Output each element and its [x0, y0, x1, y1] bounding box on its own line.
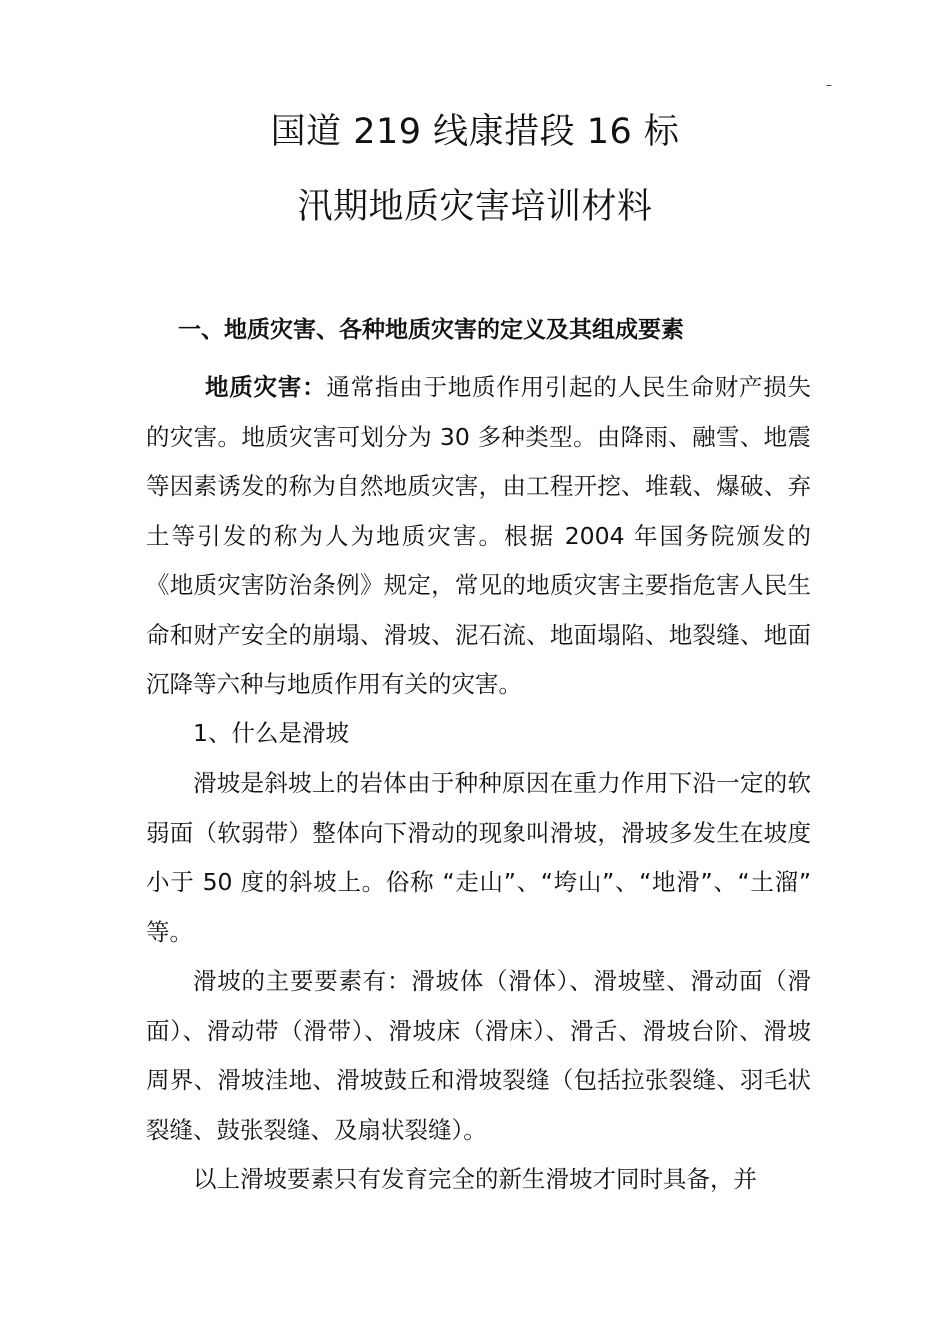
definition-text: 通常指由于地质作用引起的人民生命财产损失的灾害。地质灾害可划分为 30 多种类型。由降雨、融雪、地震等因素诱发的称为自然地质灾害，由工程开挖、堆载、爆破、弃土等引发的称为人为地质灾害。根据 2004 年国务院颁发的 《地质灾害防治条例》规定，常见的地质灾害主要指危害人民生命和财产安全的崩塌、滑坡、泥石流、地面塌陷、地裂缝、地面沉降等六种与地质作用有关的灾害。 [146, 373, 812, 698]
paragraph-continued: 以上滑坡要素只有发育完全的新生滑坡才同时具备，并 [193, 1165, 757, 1193]
paragraph-definition [146, 363, 811, 710]
corner-mark: – [826, 78, 832, 92]
document-title-line2: 汛期地质灾害培训材料 [297, 187, 653, 227]
paragraph-landslide-definition: 滑坡是斜坡上的岩体由于种种原因在重力作用下沿一定的软弱面（软弱带）整体向下滑动的现象叫滑坡，滑坡多发生在坡度小于 50 度的斜坡上。俗称 “走山”、“垮山”、“地滑”、“土溜” 等。 [146, 769, 811, 946]
subheading-landslide: 1、什么是滑坡 [193, 719, 349, 747]
section-heading: 一、地质灾害、各种地质灾害的定义及其组成要素 [178, 317, 684, 343]
paragraph-landslide-elements: 滑坡的主要要素有：滑坡体（滑体）、滑坡壁、滑动面（滑面）、滑动带（滑带）、滑坡床（滑床）、滑舌、滑坡台阶、滑坡周界、滑坡洼地、滑坡鼓丘和滑坡裂缝（包括拉张裂缝、羽毛状裂缝、鼓张裂缝、及扇状裂缝）。 [146, 967, 811, 1144]
document-title-line1: 国道 219 线康措段 16 标 [270, 112, 680, 152]
definition-term: 地质灾害： [205, 373, 327, 401]
